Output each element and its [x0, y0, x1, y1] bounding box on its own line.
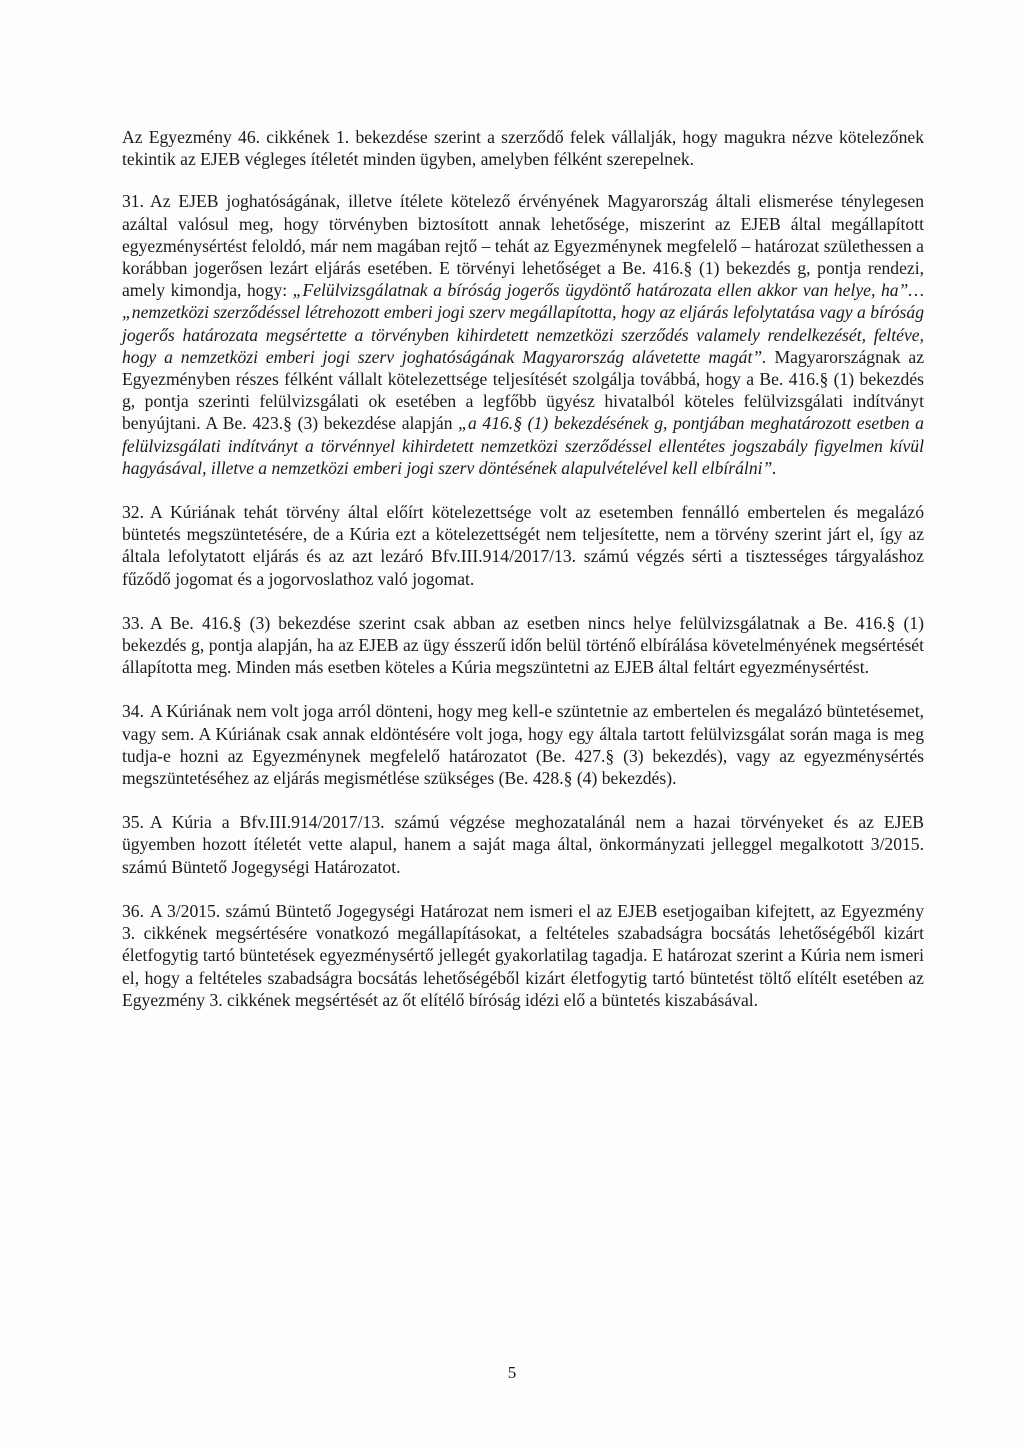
paragraph-intro-text: Az Egyezmény 46. cikkének 1. bekezdése szerint a szerződő felek vállalják, hogy magukra nézve kötelezőnek tekintik az EJEB végleges ítéletét minden ügyben, amelyben félként szerepelnek.: [122, 127, 924, 170]
paragraph-34: [122, 700, 924, 789]
paragraph-33: [122, 612, 924, 679]
paragraph-35-text: A Kúria a Bfv.III.914/2017/13. számú végzése meghozatalánál nem a hazai törvényeket és az EJEB ügyemben hozott ítéletét vette alapul, hanem a saját maga által, önkormányzati jelleggel megalkotott 3/2015. számú Büntető Jogegységi Határozatot.: [122, 812, 924, 877]
paragraph-32-number: 32.: [122, 502, 144, 523]
paragraph-35: [122, 811, 924, 878]
paragraph-34-number: 34.: [122, 701, 144, 722]
paragraph-35-number: 35.: [122, 812, 144, 833]
paragraph-33-text: A Be. 416.§ (3) bekezdése szerint csak abban az esetben nincs helye felülvizsgálatnak a Be. 416.§ (1) bekezdés g, pontja alapján, ha az EJEB az ügy ésszerű időn belül történő elbírálása követelményének megsértését állapította meg. Minden más esetben köteles a Kúria megszüntetni az EJEB által feltárt egyezménysértést.: [122, 612, 924, 678]
paragraph-31-number: 31.: [122, 191, 144, 212]
paragraph-33-number: 33.: [122, 612, 144, 633]
paragraph-34-text: A Kúriának nem volt joga arról dönteni, hogy meg kell-e szüntetnie az embertelen és megalázó büntetésemet, vagy sem. A Kúriának csak annak eldöntésére volt joga, hogy egy általa tartott felülvizsgálat során maga is meg tudja-e hozni az Egyezménynek megfelelő határozatot (Be. 427.§ (3) bekezdés), vagy az egyezménysértés megszüntetéséhez az eljárás megismétlése szükséges (Be. 428.§ (4) bekezdés).: [122, 701, 924, 789]
page-number: 5: [507, 1363, 517, 1382]
document-body: [122, 126, 924, 1033]
paragraph-31-quote-1: „Felülvizsgálatnak a bíróság jogerős ügydöntő határozata ellen akkor van helye, ha”… „nemzetközi szerződéssel létrehozott emberi jogi szerv megállapította, hogy az eljárás lefolytatása vagy a bíróság jogerős határozata megsértette a törvényben kihirdetett nemzetközi szerződés valamely rendelkezését, feltéve, hogy a nemzetközi emberi jogi szerv joghatóságának Magyarország alávetette magát”.: [122, 280, 924, 367]
paragraph-32-text: A Kúriának tehát törvény által előírt kötelezettsége volt az esetemben fennálló embertelen és megalázó büntetés megszüntetésére, de a Kúria ezt a kötelezettségét nem teljesítette, nem a törvény szerint járt el, így az általa lefolytatott eljárás és az azt lezáró Bfv.III.914/2017/13. számú végzés sérti a tisztességes tárgyaláshoz fűződő jogomat és a jogorvoslathoz való jogomat.: [122, 502, 924, 589]
paragraph-intro: [122, 126, 924, 170]
paragraph-36-text: A 3/2015. számú Büntető Jogegységi Határozat nem ismeri el az EJEB esetjogaiban kifejtett, az Egyezmény 3. cikkének megsértésére vonatkozó megállapításokat, a feltételes szabadságra bocsátás lehetőségéből kizárt életfogytig tartó büntetések egyezménysértő jellegét gyakorlatilag tagadja. E határozat szerint a Kúria nem ismeri el, hogy a feltételes szabadságra bocsátás lehetőségéből kizárt életfogytig tartó büntetést töltő elítélt esetében az Egyezmény 3. cikkének megsértését az őt elítélő bíróság idézi elő a büntetés kiszabásával.: [122, 900, 924, 1010]
paragraph-31-quote-2: „a 416.§ (1) bekezdésének g, pontjában meghatározott esetben a felülvizsgálati indítványt a törvénnyel kihirdetett nemzetközi szerződéssel ellentétes jogszabály figyelmen kívül hagyásával, illetve a nemzetközi emberi jogi szerv döntésének alapulvételével kell elbírálni”.: [122, 413, 924, 478]
paragraph-31-text-a: Az EJEB joghatóságának, illetve ítélete kötelező érvényének Magyarország általi elismerése ténylegesen azáltal valósul meg, hogy törvényben biztosított annak lehetősége, miszerint az EJEB által megállapított egyezménysértést feloldó, már nem magában rejtő – tehát az Egyezménynek megfelelő – határozat születhessen a korábban jogerősen lezárt eljárás esetében. E törvényi lehetőséget a Be. 416.§ (1) bekezdés g, pontja rendezi, amely kimondja, hogy:: [122, 191, 924, 301]
paragraph-31: [122, 190, 924, 479]
paragraph-36-number: 36.: [122, 900, 144, 921]
paragraph-31-text-b: Magyarországnak az Egyezményben részes félként vállalt kötelezettsége teljesítését szolgálja továbbá, hogy a Be. 416.§ (1) bekezdés g, pontja szerinti felülvizsgálati ok esetében a legfőbb ügyész hivatalból köteles felülvizsgálati indítványt benyújtani. A Be. 423.§ (3) bekezdése alapján: [122, 346, 925, 434]
paragraph-32: [122, 501, 924, 590]
paragraph-36: [122, 900, 924, 1011]
